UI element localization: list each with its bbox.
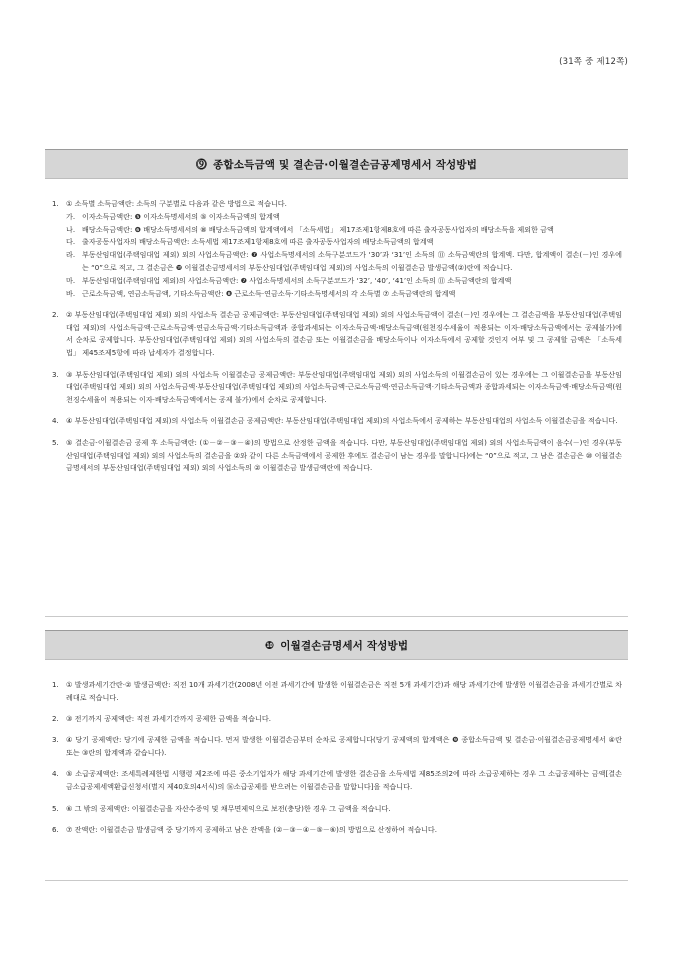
list-item — [52, 734, 622, 760]
item-number: 1. — [52, 199, 59, 208]
sub-item-text: 이자소득금액란: ❺ 이자소득명세서의 ⑤ 이자소득금액의 합계액 — [82, 211, 280, 221]
section2-body — [52, 679, 622, 837]
sub-item-label: 바. — [66, 288, 76, 298]
section-number-9-icon: ⓽ — [195, 158, 208, 171]
item-number: 5. — [52, 437, 59, 447]
section-title: 이월결손금명세서 작성방법 — [280, 639, 409, 652]
item-text: ① 발생과세기간란·② 발생금액란: 직전 10개 과세기간(2008년 이전 과세기간에 발생한 이월결손금은 직전 5개 과세기간)과 해당 과세기간에 발생한 이월결손금을 과세기간별로 차례대로 적습니다. — [66, 680, 622, 702]
item-text: ② 부동산임대업(주택임대업 제외) 외의 사업소득 결손금 공제금액란: 부동산임대업(주택임대업 제외) 외의 사업소득금액이 결손(－)인 경우에는 그 결손금액을 부동산임대업(주택임대업 제외)의 사업소득금액·근로소득금액·연금소득금액·기타소득금액과 종합과세되는 이자소득금액·배당소득금액(원천징수세율이 적용되는 이자·배당소득금액에서는 공제불가)에서 순차로 공제합니다. 부동산임대업(주택임대업 제외) 외의 사업소득의 결손금 또는 이월결손금을 배당소득이나 이자소득에서 공제할 것인지 여부 및 그 공제할 금액은 「소득세법」 제45조제5항에 따라 납세자가 결정합니다. — [66, 309, 622, 358]
sub-item-text: 근로소득금액, 연금소득금액, 기타소득금액란: ❽ 근로소득·연금소득·기타소득명세서의 각 소득별 ⑦ 소득금액란의 합계액 — [82, 288, 456, 298]
list-item — [52, 309, 622, 360]
sub-item-text: 배당소득금액란: ❻ 배당소득명세서의 ⑧ 배당소득금액의 합계액에서 「소득세법」 제17조제1항제8호에 따른 출자공동사업자의 배당소득을 제외한 금액 — [82, 224, 554, 234]
sub-item-label: 다. — [66, 237, 76, 247]
item-number: 4. — [52, 416, 59, 426]
sub-item — [52, 249, 622, 275]
list-item — [52, 824, 622, 837]
sub-item-label: 나. — [66, 224, 76, 234]
list-item — [52, 415, 622, 428]
section-header-comprehensive-income — [45, 149, 628, 179]
sub-item-text: 출자공동사업자의 배당소득금액란: 소득세법 제17조제1항제8호에 따른 출자공동사업자의 배당소득금액의 합계액 — [82, 237, 434, 247]
list-item — [52, 198, 622, 211]
section-title: 종합소득금액 및 결손금·이월결손금공제명세서 작성방법 — [213, 158, 478, 171]
list-item — [52, 369, 622, 407]
sub-item-label: 가. — [66, 211, 76, 221]
sub-item — [52, 236, 622, 249]
item-number: 3. — [52, 369, 59, 379]
list-item — [52, 679, 622, 705]
item-number: 6. — [52, 824, 59, 834]
item-text: ⑦ 잔액란: 이월결손금 발생금액 중 당기까지 공제하고 남은 잔액을 (②－③－④－⑤－⑥)의 방법으로 산정하여 적습니다. — [66, 824, 438, 834]
item-number: 5. — [52, 803, 59, 813]
section-number-10-icon: ❿ — [264, 638, 275, 652]
item-text: ③ 전기까지 공제액란: 직전 과세기간까지 공제한 금액을 적습니다. — [66, 714, 271, 724]
sub-item-label: 라. — [66, 250, 76, 260]
sub-item — [52, 211, 622, 224]
list-item — [52, 713, 622, 726]
item-number: 4. — [52, 769, 59, 779]
sub-item — [52, 275, 622, 288]
sub-item-text: 부동산임대업(주택임대업 제외) 외의 사업소득금액란: ❼ 사업소득명세서의 소득구분코드가 ‘30’과 ‘31’인 소득의 ⑪ 소득금액란의 합계액. 다만, 합계액이 결손(－)인 경우에는 “0”으로 적고, 그 결손금은 ❿ 이월결손금명세서의 부동산임대업(주택임대업 제외)의 사업소득의 이월결손금 발생금액(②)란에 적습니다. — [82, 250, 622, 272]
list-item — [52, 437, 622, 475]
section-divider — [45, 616, 628, 617]
item-number: 3. — [52, 735, 59, 745]
section-header-loss-carryforward — [45, 630, 628, 660]
sub-item — [52, 224, 622, 237]
bottom-divider — [45, 880, 628, 881]
item-text: ⑤ 소급공제액란: 조세특례제한법 시행령 제2조에 따른 중소기업자가 해당 과세기간에 발생한 결손금을 소득세법 제85조의2에 따라 소급공제하는 경우 그 소급공제하는 금액[결손금소급공제세액환급신청서(별지 제40호의4서식)의 ⑯소급공제를 받으려는 이월결손금을 말합니다]을 적습니다. — [66, 769, 622, 792]
sub-item-text: 부동산임대업(주택임대업 제외)의 사업소득금액란: ❼ 사업소득명세서의 소득구분코드가 ‘32’, ‘40’, ‘41’인 소득의 ⑪ 소득금액란의 합계액 — [82, 275, 512, 285]
sub-item — [52, 288, 622, 301]
item-text: ④ 당기 공제액란: 당기에 공제한 금액을 적습니다. 먼저 발생한 이월결손금부터 순차로 공제합니다(당기 공제액의 합계액은 ❾ 종합소득금액 및 결손금·이월결손금공제명세서 ④란 또는 ③란의 합계액과 같습니다). — [66, 735, 622, 758]
page-number: (31쪽 중 제12쪽) — [559, 57, 628, 67]
section1-body — [52, 198, 622, 475]
item-text: ⑥ 그 밖의 공제액란: 이월결손금을 자산수증익 및 채무면제익으로 보전(충당)한 경우 그 금액을 적습니다. — [66, 803, 391, 813]
item-text: ④ 부동산임대업(주택임대업 제외)의 사업소득 이월결손금 공제금액란: 부동산임대업(주택임대업 제외)의 사업소득에서 공제하는 부동산임대업의 사업소득 이월결손금을 적습니다. — [66, 416, 618, 426]
item-text: ① 소득별 소득금액란: 소득의 구분별로 다음과 같은 방법으로 적습니다. — [66, 199, 287, 208]
sub-item-label: 마. — [66, 275, 76, 285]
item-text: ③ 부동산임대업(주택임대업 제외) 외의 사업소득 이월결손금 공제금액란: 부동산임대업(주택임대업 제외) 외의 사업소득의 이월결손금이 있는 경우에는 그 이월결손금을 부동산임대업(주택임대업 제외) 외의 사업소득금액·부동산임대업(주택임대업 제외)의 사업소득금액·근로소득금액·연금소득금액·기타소득금액과 종합과세되는 이자소득금액·배당소득금액(원천징수세율이 적용되는 이자·배당소득금액에서는 공제 불가)에서 순차로 공제합니다. — [66, 369, 622, 405]
list-item — [52, 803, 622, 816]
item-number: 1. — [52, 680, 59, 689]
item-text: ⑤ 결손금·이월결손금 공제 후 소득금액란: (①－②－③－④)의 방법으로 산정한 금액을 적습니다. 다만, 부동산임대업(주택임대업 제외) 외의 사업소득금액이 음수(－)인 경우(부동산임대업(주택임대업 제외) 외의 사업소득의 결손금을 ②와 같이 다른 소득금액에서 공제한 후에도 결손금이 남는 경우를 말합니다)에는 “0”으로 적고, 그 남은 결손금은 ⑩ 이월결손금명세서의 부동산임대업(주택임대업 제외) 외의 사업소득의 ② 이월결손금 발생금액란에 적습니다. — [66, 437, 622, 473]
list-item — [52, 768, 622, 794]
item-number: 2. — [52, 309, 59, 319]
item-number: 2. — [52, 714, 59, 724]
